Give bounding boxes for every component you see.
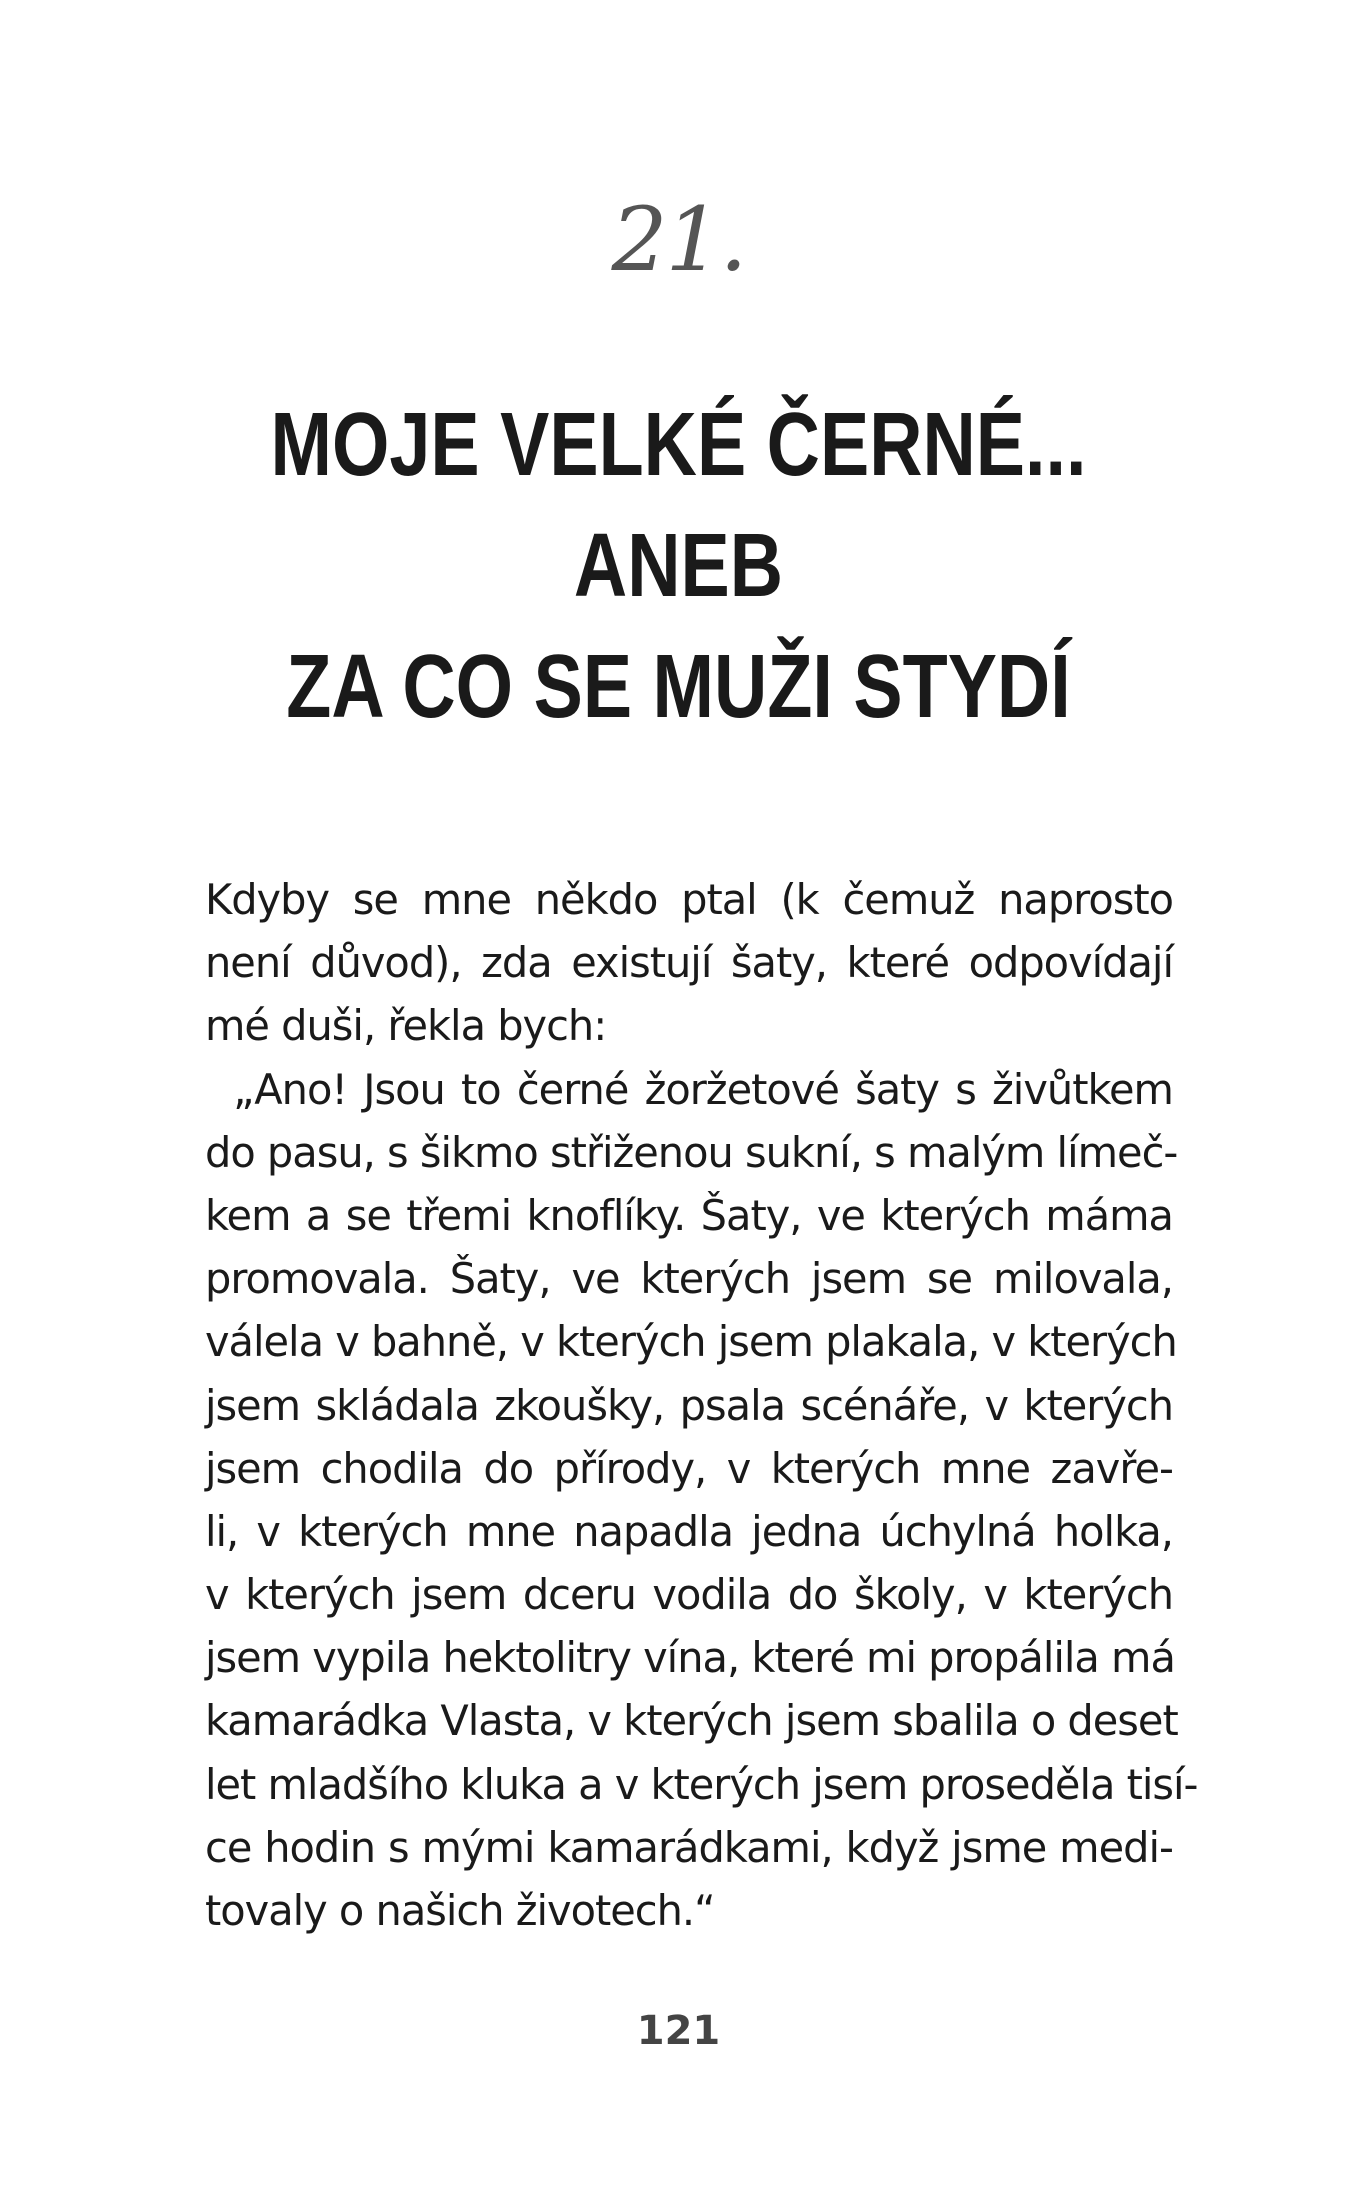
text-line: mé duši, řekla bych: xyxy=(205,1001,607,1051)
chapter-title-line: ANEB xyxy=(573,516,784,616)
chapter-title-line: MOJE VELKÉ ČERNÉ... xyxy=(270,395,1087,495)
text-line: jsem vypila hektolitry vína, které mi propálila má xyxy=(205,1633,1175,1683)
text-line: jsem skládala zkoušky, psala scénáře, v kterých xyxy=(205,1380,1173,1430)
text-line: není důvod), zda existují šaty, které odpovídají xyxy=(205,938,1173,988)
text-line: kem a se třemi knoflíky. Šaty, ve kterých máma xyxy=(205,1190,1173,1240)
text-line: v kterých jsem dceru vodila do školy, v kterých xyxy=(205,1570,1173,1620)
page-number: 121 xyxy=(636,2008,721,2054)
body-text xyxy=(205,868,1198,1942)
chapter-title-line: ZA CO SE MUŽI STYDÍ xyxy=(286,637,1071,737)
text-line: tovaly o našich životech.“ xyxy=(205,1886,715,1935)
text-line: Kdyby se mne někdo ptal (k čemuž naprosto xyxy=(205,875,1173,924)
chapter-number: 21. xyxy=(611,188,746,291)
text-line: do pasu, s šikmo střiženou sukní, s malým límeč- xyxy=(205,1127,1178,1177)
text-line: promovala. Šaty, ve kterých jsem se milovala, xyxy=(205,1254,1173,1304)
text-line: jsem chodila do přírody, v kterých mne zavře- xyxy=(205,1443,1173,1493)
text-line: ce hodin s mými kamarádkami, když jsme medi- xyxy=(205,1822,1173,1872)
text-line: li, v kterých mne napadla jedna úchylná holka, xyxy=(205,1506,1173,1556)
text-line: válela v bahně, v kterých jsem plakala, v kterých xyxy=(205,1317,1177,1367)
text-line: kamarádka Vlasta, v kterých jsem sbalila o deset xyxy=(205,1696,1178,1746)
chapter-title xyxy=(122,385,1235,748)
text-line: let mladšího kluka a v kterých jsem proseděla tisí- xyxy=(205,1759,1198,1809)
text-line: „Ano! Jsou to černé žoržetové šaty s živůtkem xyxy=(233,1064,1173,1114)
